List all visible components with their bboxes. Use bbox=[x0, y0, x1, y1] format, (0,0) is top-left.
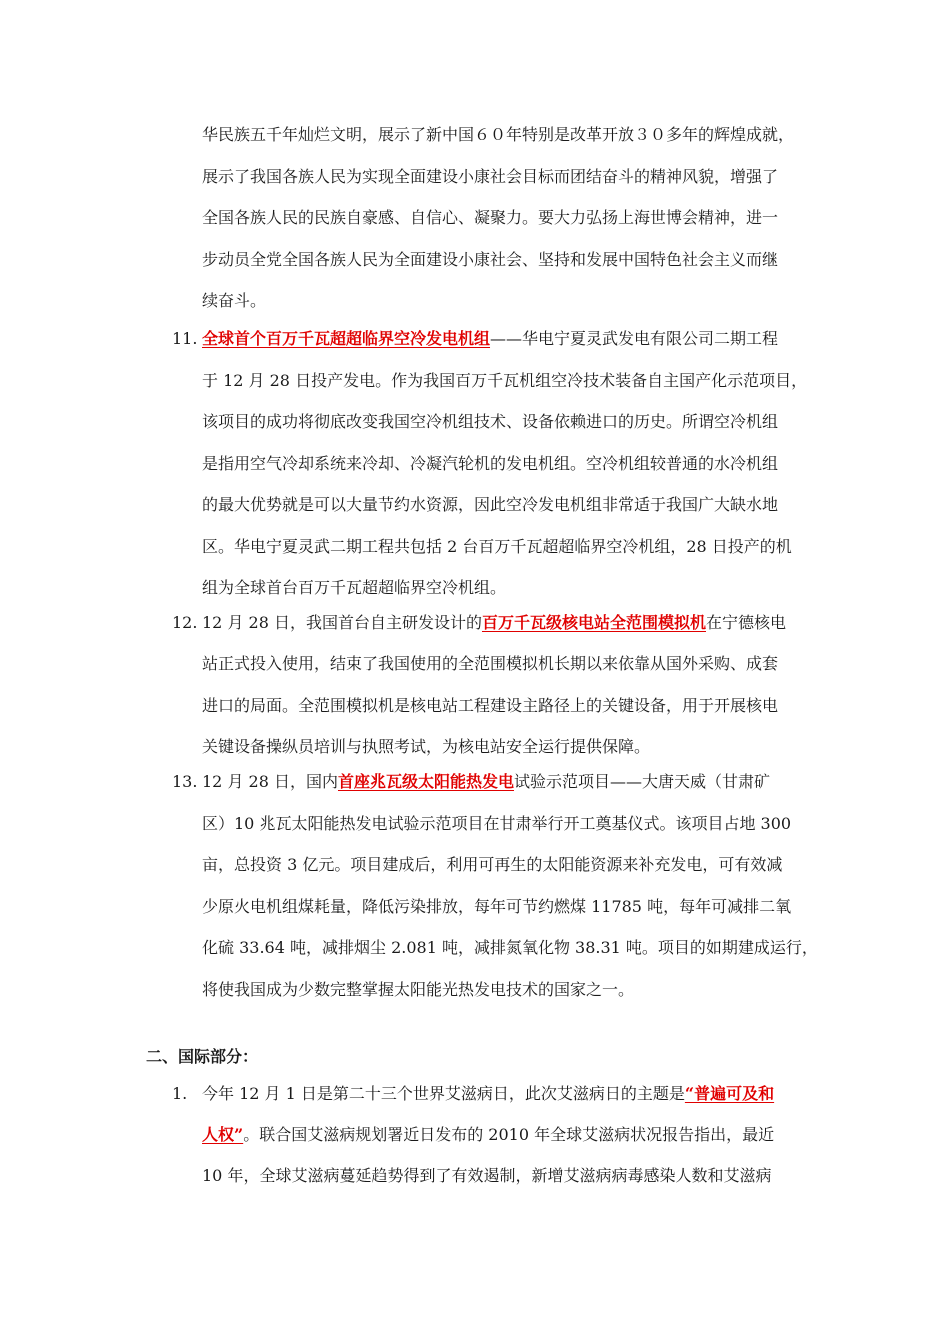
highlighted-term: 百万千瓦级核电站全范围模拟机 bbox=[481, 613, 706, 632]
list-item-line: 亩，总投资 3 亿元。项目建成后，利用可再生的太阳能资源来补充发电，可有效减 bbox=[202, 855, 783, 874]
list-item-line: 化硫 33.64 吨，减排烟尘 2.081 吨，减排氮氧化物 38.31 吨。项目的如期建成运行， bbox=[202, 938, 818, 957]
list-item-number: 11. bbox=[172, 329, 198, 348]
highlighted-term: 人权” bbox=[202, 1125, 244, 1144]
list-item-line: 站正式投入使用，结束了我国使用的全范围模拟机长期以来依靠从国外采购、成套 bbox=[202, 654, 779, 673]
section-heading: 二、国际部分： bbox=[146, 1047, 259, 1066]
list-item-first-line bbox=[202, 329, 778, 349]
list-item-line: 进口的局面。全范围模拟机是核电站工程建设主路径上的关键设备，用于开展核电 bbox=[202, 696, 779, 715]
list-item-first-line bbox=[202, 1084, 774, 1104]
list-item-line: 关键设备操纵员培训与执照考试，为核电站安全运行提供保障。 bbox=[202, 737, 651, 756]
paragraph-line: 华民族五千年灿烂文明，展示了新中国６０年特别是改革开放３０多年的辉煌成就， bbox=[202, 125, 795, 144]
text-run: 12 月 28 日，国内 bbox=[202, 772, 338, 791]
list-item-line: 该项目的成功将彻底改变我国空冷机组技术、设备依赖进口的历史。所谓空冷机组 bbox=[202, 412, 779, 431]
text-run: 在宁德核电 bbox=[706, 613, 787, 632]
list-item-number: 1. bbox=[172, 1084, 188, 1103]
text-run: 12 月 28 日，我国首台自主研发设计的 bbox=[202, 613, 482, 632]
paragraph-line: 续奋斗。 bbox=[202, 291, 267, 310]
text-run: 。联合国艾滋病规划署近日发布的 2010 年全球艾滋病状况报告指出，最近 bbox=[243, 1125, 775, 1144]
list-item-line: 将使我国成为少数完整掌握太阳能光热发电技术的国家之一。 bbox=[202, 980, 635, 999]
list-item-line: 组为全球首台百万千瓦超超临界空冷机组。 bbox=[202, 578, 507, 597]
paragraph-line: 全国各族人民的民族自豪感、自信心、凝聚力。要大力弘扬上海世博会精神，进一 bbox=[202, 208, 779, 227]
list-item-line: 10 年，全球艾滋病蔓延趋势得到了有效遏制，新增艾滋病病毒感染人数和艾滋病 bbox=[202, 1166, 772, 1185]
paragraph-line: 步动员全党全国各族人民为全面建设小康社会、坚持和发展中国特色社会主义而继 bbox=[202, 250, 779, 269]
list-item-line: 于 12 月 28 日投产发电。作为我国百万千瓦机组空冷技术装备自主国产化示范项目， bbox=[202, 371, 808, 390]
list-item-line: 区。华电宁夏灵武二期工程共包括 2 台百万千瓦超超临界空冷机组，28 日投产的机 bbox=[202, 537, 792, 556]
text-run: ——华电宁夏灵武发电有限公司二期工程 bbox=[490, 329, 779, 348]
highlighted-term: 全球首个百万千瓦超超临界空冷发电机组 bbox=[202, 329, 491, 348]
list-item-line: 区）10 兆瓦太阳能热发电试验示范项目在甘肃举行开工奠基仪式。该项目占地 300 bbox=[202, 814, 792, 833]
list-item-first-line bbox=[202, 613, 786, 633]
paragraph-line: 展示了我国各族人民为实现全面建设小康社会目标而团结奋斗的精神风貌，增强了 bbox=[202, 167, 779, 186]
list-item-line: 是指用空气冷却系统来冷却、冷凝汽轮机的发电机组。空冷机组较普通的水冷机组 bbox=[202, 454, 779, 473]
list-item-first-line bbox=[202, 772, 770, 792]
list-item-line bbox=[202, 1125, 774, 1145]
text-run: 今年 12 月 1 日是第二十三个世界艾滋病日，此次艾滋病日的主题是 bbox=[202, 1084, 685, 1103]
list-item-line: 的最大优势就是可以大量节约水资源，因此空冷发电机组非常适于我国广大缺水地 bbox=[202, 495, 779, 514]
list-item-number: 12. bbox=[172, 613, 198, 632]
list-item-number: 13. bbox=[172, 772, 198, 791]
text-run: 试验示范项目——大唐天威（甘肃矿 bbox=[514, 772, 771, 791]
highlighted-term: “普遍可及和 bbox=[684, 1084, 775, 1103]
highlighted-term: 首座兆瓦级太阳能热发电 bbox=[337, 772, 514, 791]
list-item-line: 少原火电机组煤耗量，降低污染排放，每年可节约燃煤 11785 吨，每年可减排二氧 bbox=[202, 897, 792, 916]
